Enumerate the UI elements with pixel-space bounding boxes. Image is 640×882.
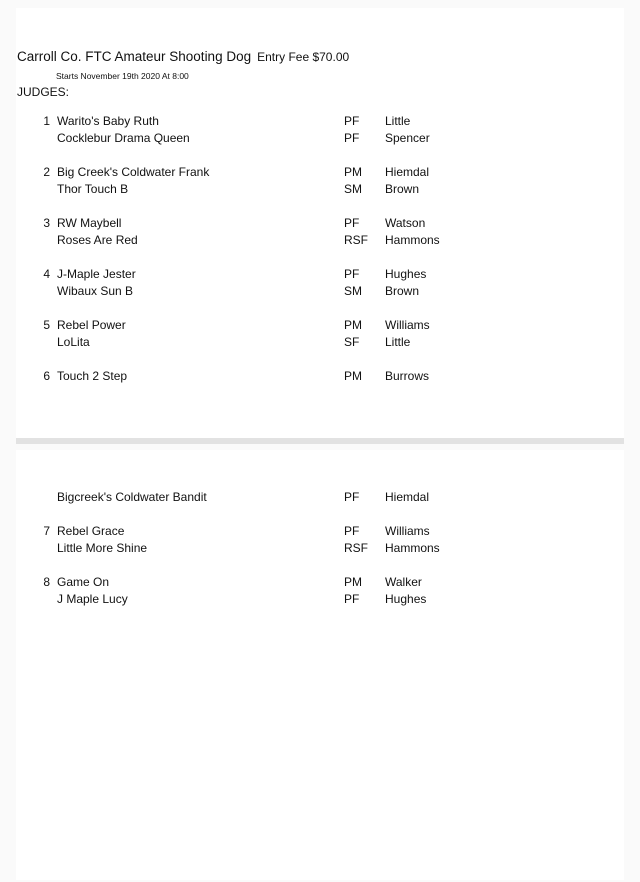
dog-class: RSF: [344, 233, 368, 247]
dog-name: RW Maybell: [57, 216, 122, 230]
brace: [16, 317, 624, 351]
dog-name: Roses Are Red: [57, 233, 138, 247]
dog-class: PF: [344, 592, 360, 606]
dog-name: Wibaux Sun B: [57, 284, 134, 298]
entry-row: [16, 368, 624, 385]
entry-row: [16, 181, 624, 198]
dog-name: Little More Shine: [57, 541, 148, 555]
dog-name: Touch 2 Step: [57, 369, 128, 383]
brace-number: 8: [43, 575, 50, 589]
brace-list: [16, 113, 624, 402]
brace: [16, 164, 624, 198]
document-title: [17, 49, 349, 64]
judges-label: JUDGES:: [17, 85, 70, 99]
brace: [16, 266, 624, 300]
dog-name: Bigcreek's Coldwater Bandit: [57, 490, 207, 504]
dog-name: LoLita: [57, 335, 90, 349]
brace-number: 6: [43, 369, 50, 383]
handler-name: Hiemdal: [385, 490, 430, 504]
dog-name: Cocklebur Drama Queen: [57, 131, 190, 145]
dog-class: PF: [344, 216, 360, 230]
brace-number: 5: [43, 318, 50, 332]
entry-row: [16, 232, 624, 249]
dog-class: RSF: [344, 541, 368, 555]
handler-name: Hammons: [385, 233, 440, 247]
dog-class: PM: [344, 165, 362, 179]
entry-row: [16, 130, 624, 147]
entry-row: [16, 540, 624, 557]
brace-number: 4: [43, 267, 50, 281]
document-page-1: [16, 8, 624, 438]
handler-name: Williams: [385, 524, 430, 538]
handler-name: Little: [385, 335, 411, 349]
entry-row: [16, 283, 624, 300]
entry-row: [16, 266, 624, 283]
entry-row: [16, 523, 624, 540]
handler-name: Spencer: [385, 131, 430, 145]
handler-name: Brown: [385, 284, 420, 298]
dog-class: PM: [344, 318, 362, 332]
handler-name: Hughes: [385, 592, 427, 606]
dog-name: J-Maple Jester: [57, 267, 136, 281]
page-separator: [16, 438, 624, 444]
brace: [16, 368, 624, 385]
entry-row: [16, 591, 624, 608]
brace-number: 1: [43, 114, 50, 128]
dog-class: PF: [344, 490, 360, 504]
handler-name: Burrows: [385, 369, 430, 383]
entry-row: [16, 574, 624, 591]
dog-class: PF: [344, 114, 360, 128]
entry-row: [16, 334, 624, 351]
entry-row: [16, 113, 624, 130]
dog-class: PF: [344, 131, 360, 145]
entry-row: [16, 164, 624, 181]
dog-class: PM: [344, 575, 362, 589]
handler-name: Hughes: [385, 267, 427, 281]
dog-name: Rebel Power: [57, 318, 126, 332]
document-page-2: [16, 450, 624, 880]
brace: [16, 489, 624, 506]
brace-number: 2: [43, 165, 50, 179]
dog-name: Game On: [57, 575, 110, 589]
dog-name: Rebel Grace: [57, 524, 125, 538]
entry-row: [16, 215, 624, 232]
brace: [16, 574, 624, 608]
handler-name: Williams: [385, 318, 430, 332]
handler-name: Hiemdal: [385, 165, 430, 179]
dog-class: PF: [344, 267, 360, 281]
dog-class: PF: [344, 524, 360, 538]
title-text: Carroll Co. FTC Amateur Shooting Dog: [17, 49, 252, 64]
handler-name: Little: [385, 114, 411, 128]
dog-name: Big Creek's Coldwater Frank: [57, 165, 210, 179]
handler-name: Hammons: [385, 541, 440, 555]
dog-class: SM: [344, 182, 362, 196]
dog-name: Warito's Baby Ruth: [57, 114, 159, 128]
handler-name: Watson: [385, 216, 426, 230]
brace-list: [16, 489, 624, 625]
handler-name: Walker: [385, 575, 422, 589]
dog-class: PM: [344, 369, 362, 383]
dog-class: SF: [344, 335, 360, 349]
dog-class: SM: [344, 284, 362, 298]
brace: [16, 523, 624, 557]
entry-row: [16, 317, 624, 334]
entry-fee: Entry Fee $70.00: [257, 50, 350, 64]
entry-row: [16, 489, 624, 506]
brace: [16, 113, 624, 147]
dog-name: Thor Touch B: [57, 182, 129, 196]
dog-name: J Maple Lucy: [57, 592, 128, 606]
brace-number: 7: [43, 524, 50, 538]
handler-name: Brown: [385, 182, 420, 196]
start-time: Starts November 19th 2020 At 8:00: [56, 71, 189, 81]
brace-number: 3: [43, 216, 50, 230]
brace: [16, 215, 624, 249]
